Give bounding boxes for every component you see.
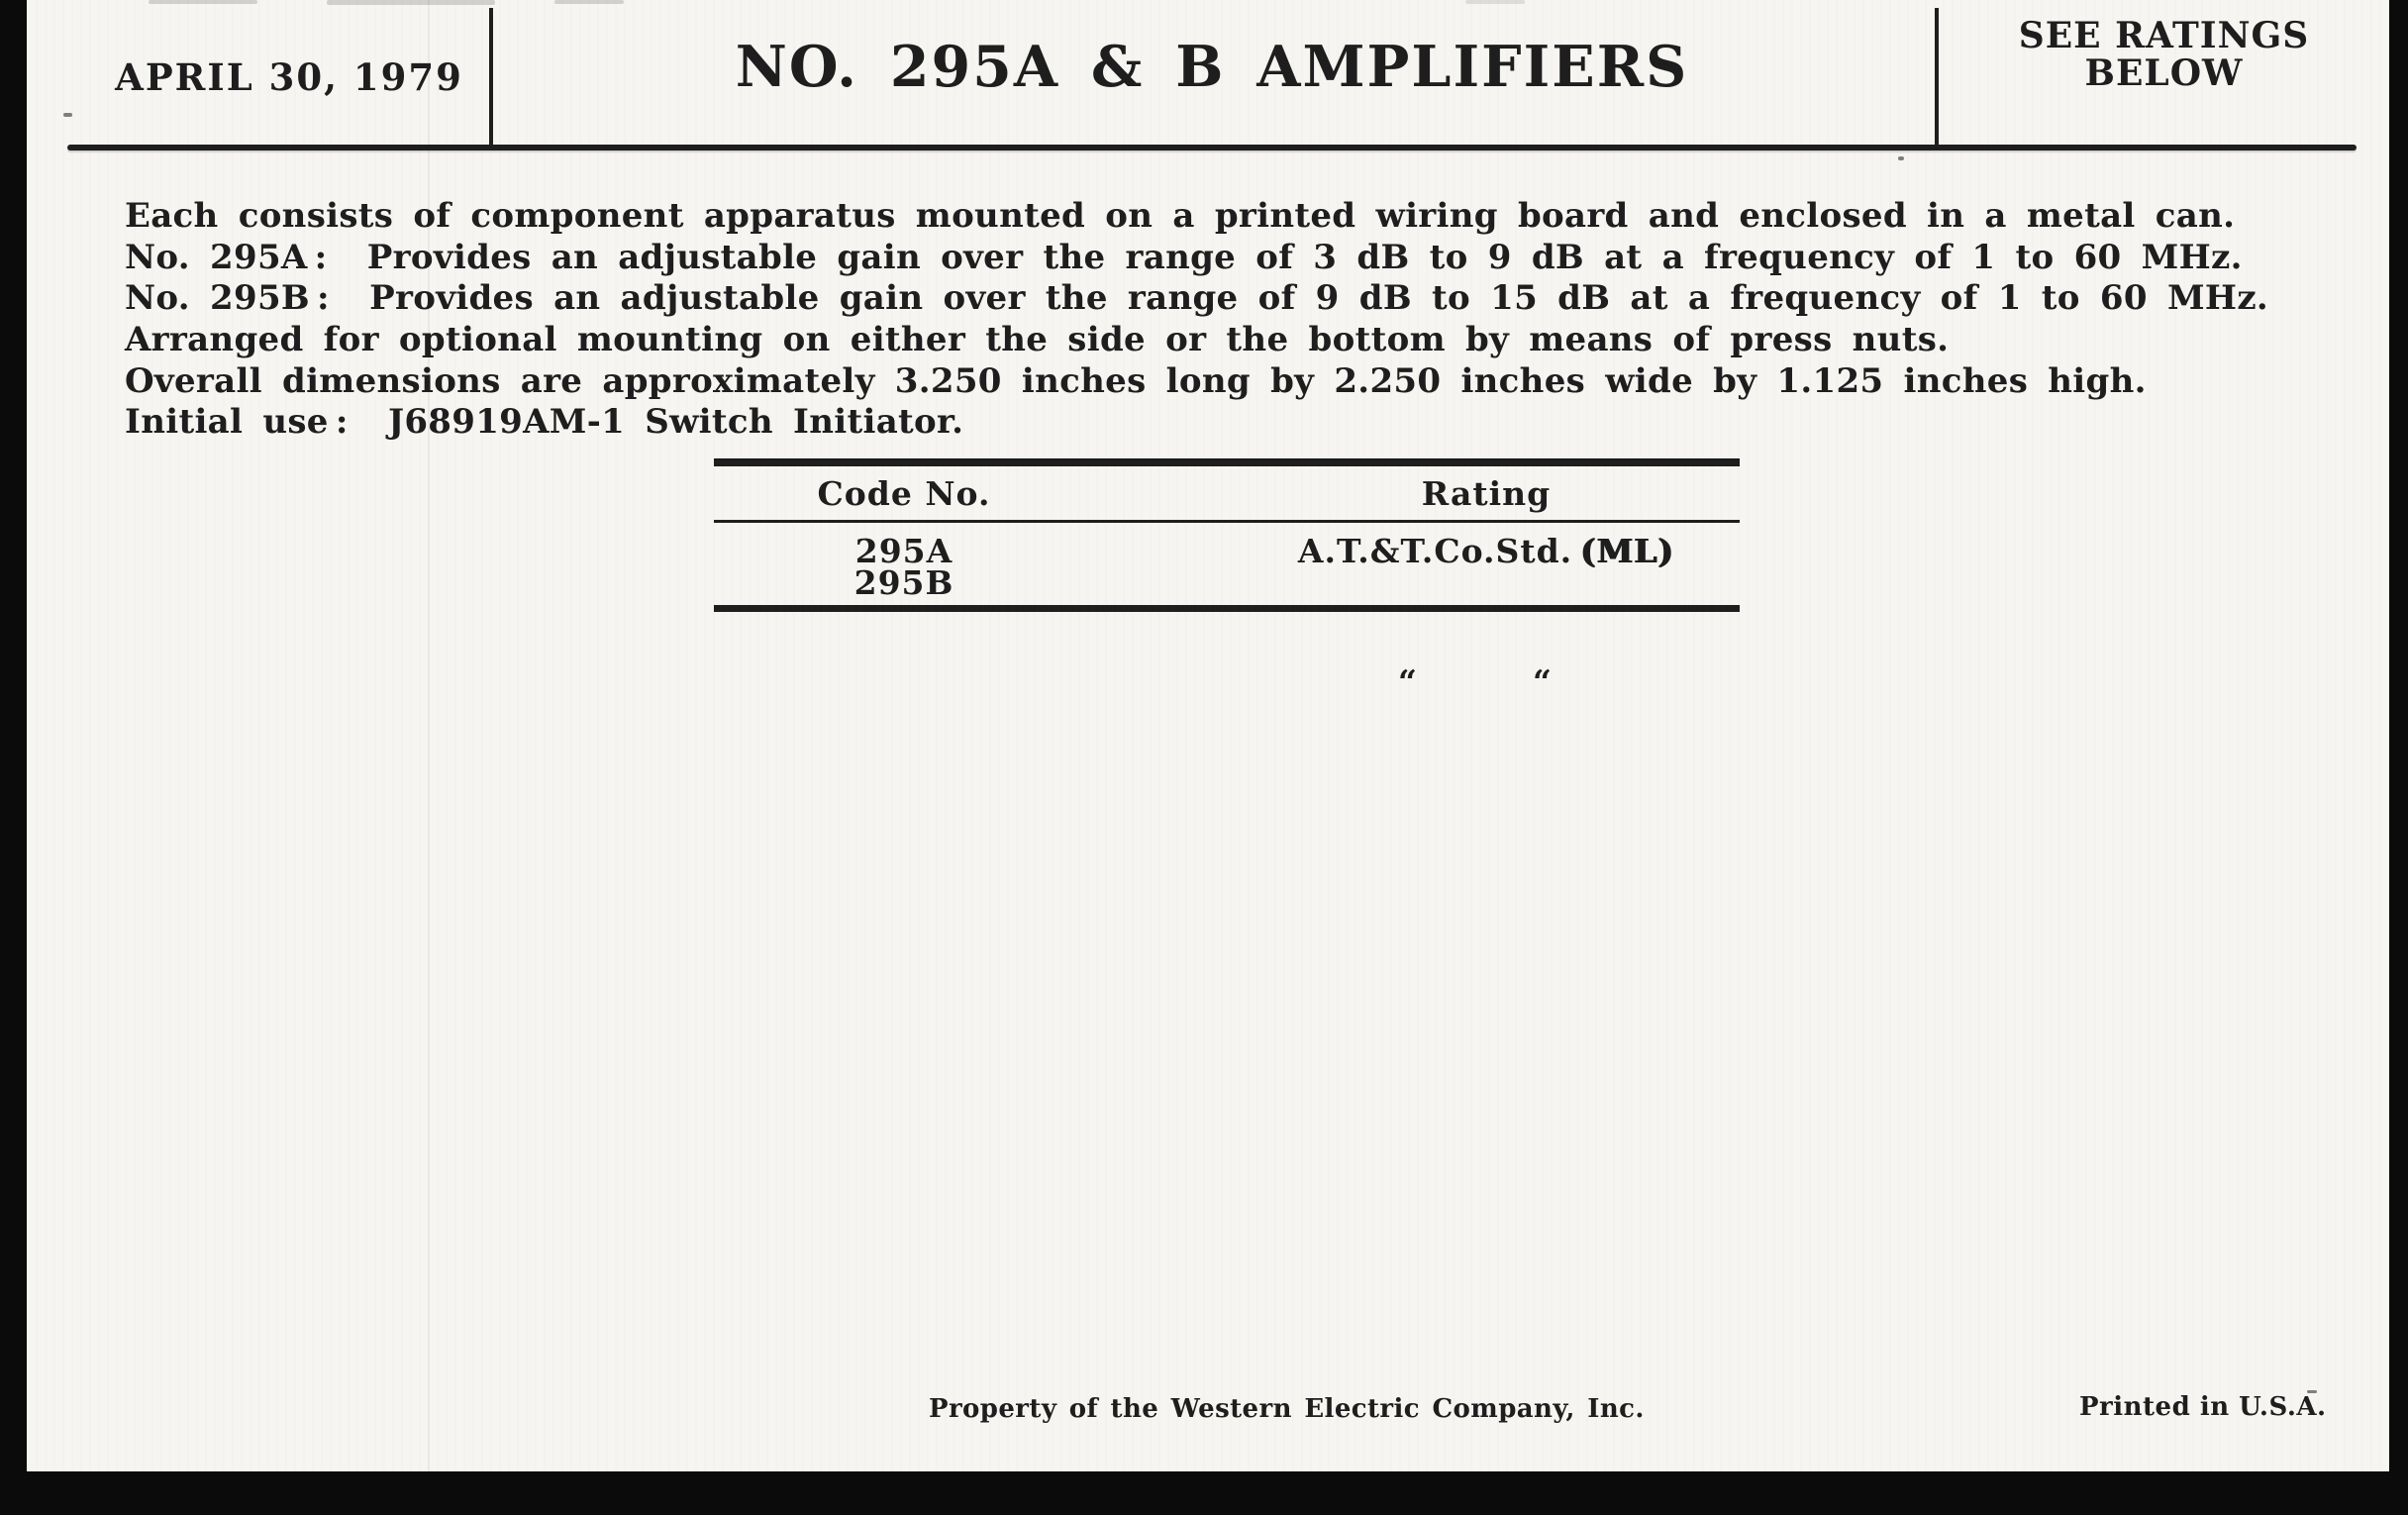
body-line-6: Initial use : J68919AM-1 Switch Initiator. xyxy=(125,402,964,442)
scan-smudge xyxy=(1465,0,1525,4)
body-line-4: Arranged for optional mounting on either the side or the bottom by means of press nuts. xyxy=(125,320,1950,359)
table-header-rating: Rating xyxy=(1421,474,1552,513)
ratings-note-line2: BELOW xyxy=(2084,52,2244,94)
scan-speck xyxy=(63,113,72,117)
scan-speck xyxy=(1898,156,1904,160)
scan-smudge xyxy=(327,0,495,5)
rating-text: A.T.&T.Co.Std. xyxy=(1297,532,1573,570)
footer-printed-in: Printed in U.S.A. xyxy=(2079,1392,2327,1422)
header-rule xyxy=(67,145,2357,151)
body-line-1: Each consists of component apparatus mounted on a printed wiring board and enclosed in a metal can. xyxy=(125,196,2236,236)
ditto-mark: “ xyxy=(1398,662,1418,701)
table-cell-rating-295a xyxy=(1268,532,1704,570)
table-rule-top xyxy=(714,458,1740,466)
table-rule-header xyxy=(714,520,1740,523)
scan-edge-right xyxy=(2389,0,2408,1515)
body-line-5: Overall dimensions are approximately 3.250 inches long by 2.250 inches wide by 1.125 inches high. xyxy=(125,361,2147,401)
header-date: APRIL 30, 1979 xyxy=(115,55,463,99)
table-cell-code-295b: 295B xyxy=(853,563,954,602)
scan-edge-bottom xyxy=(0,1471,2408,1515)
table-cell-code-295a: 295A xyxy=(854,532,953,570)
body-line-2: No. 295A : Provides an adjustable gain over the range of 3 dB to 9 dB at a frequency of 1 to 60 MHz. xyxy=(125,238,2243,277)
header-ratings-note xyxy=(1939,17,2389,92)
scan-smudge xyxy=(554,0,624,4)
rating-ml-badge: (ML) xyxy=(1580,532,1675,570)
table-rule-bottom xyxy=(714,605,1740,612)
body-line-3: No. 295B : Provides an adjustable gain over the range of 9 dB to 15 dB at a frequency of 1 to 60 MHz. xyxy=(125,278,2269,318)
ratings-note-line1: SEE RATINGS xyxy=(2018,15,2310,56)
table-header-code-no: Code No. xyxy=(817,474,991,513)
footer-property-notice: Property of the Western Electric Company, Inc. xyxy=(929,1394,1645,1424)
page-title: NO. 295A & B AMPLIFIERS xyxy=(735,34,1689,100)
ditto-mark: “ xyxy=(1533,662,1553,701)
scan-edge-left xyxy=(0,0,27,1515)
ratings-table xyxy=(714,458,1740,701)
scan-smudge xyxy=(149,0,257,4)
